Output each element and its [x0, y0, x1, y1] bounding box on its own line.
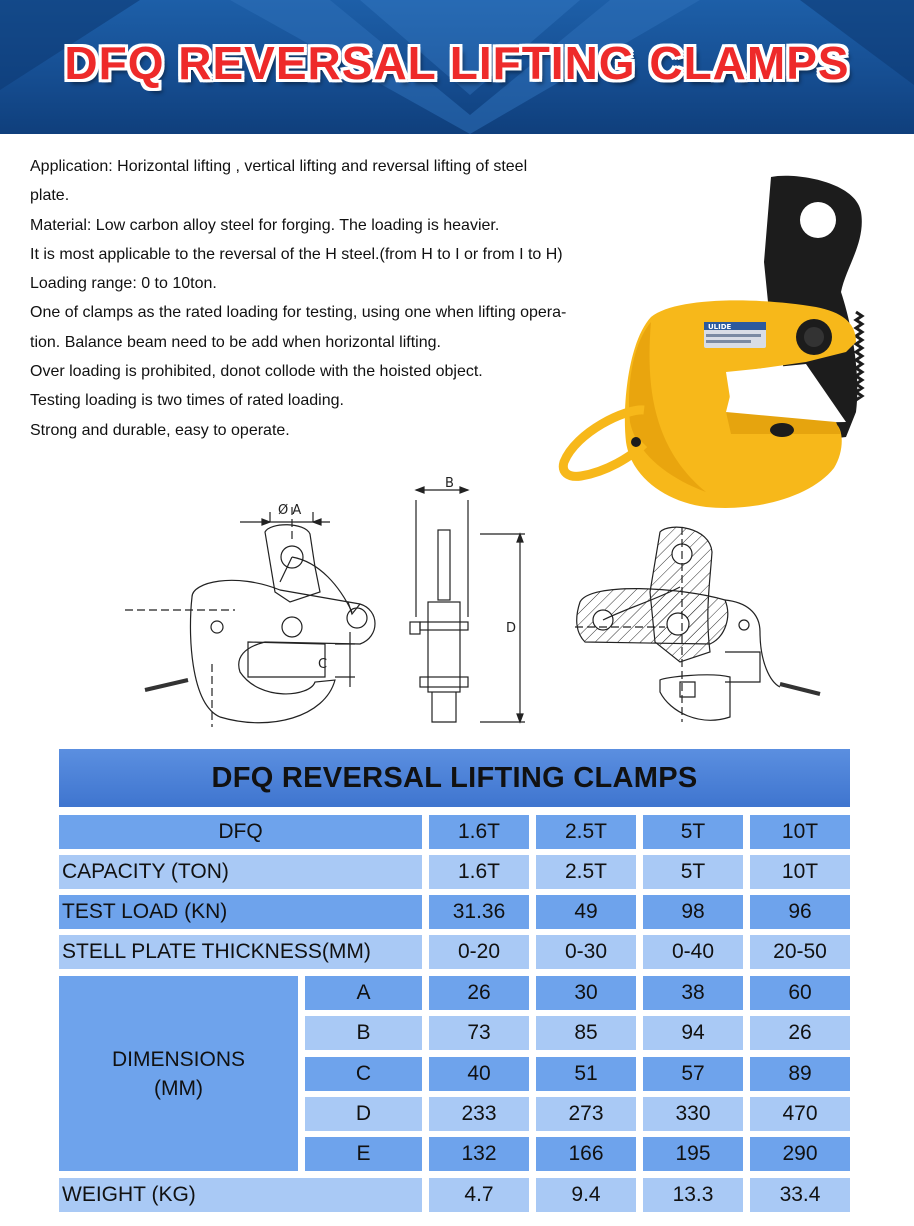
- dim-label-a: Ø A: [278, 503, 302, 518]
- description-line: tion. Balance beam need to be add when horizontal lifting.: [30, 333, 441, 351]
- table-cell: 31.36: [429, 895, 529, 929]
- table-cell: 290: [750, 1137, 850, 1171]
- table-cell: 26: [429, 976, 529, 1010]
- table-cell: 470: [750, 1097, 850, 1131]
- table-cell: 33.4: [750, 1178, 850, 1212]
- table-cell: 85: [536, 1016, 636, 1050]
- header-banner: [0, 0, 914, 134]
- section-view-drawing: [575, 527, 820, 722]
- table-cell: 51: [536, 1057, 636, 1091]
- row-label-thickness: STELL PLATE THICKNESS(MM): [59, 935, 422, 969]
- table-cell: 4.7: [429, 1178, 529, 1212]
- description-line: Application: Horizontal lifting , vertical lifting and reversal lifting of steel: [30, 158, 528, 175]
- row-label-test-load: TEST LOAD (KN): [59, 895, 422, 929]
- table-cell: 5T: [643, 855, 743, 889]
- description-line: plate.: [30, 187, 70, 205]
- table-header-label: DFQ: [59, 815, 422, 849]
- table-cell: 195: [643, 1137, 743, 1171]
- table-header-cell: 10T: [750, 815, 850, 849]
- table-header-cell: 5T: [643, 815, 743, 849]
- description-line: One of clamps as the rated loading for testing, using one when lifting opera-: [30, 304, 567, 322]
- dimensions-label-line: DIMENSIONS: [111, 1047, 245, 1071]
- technical-drawing: [120, 472, 830, 734]
- table-cell: 38: [643, 976, 743, 1010]
- description-line: It is most applicable to the reversal of the H steel.(from H to I or from I to H): [30, 245, 563, 263]
- table-cell: 89: [750, 1057, 850, 1091]
- table-cell: 26: [750, 1016, 850, 1050]
- table-cell: 330: [643, 1097, 743, 1131]
- dimension-key: E: [305, 1137, 422, 1171]
- table-cell: 73: [429, 1016, 529, 1050]
- dimension-key: B: [305, 1016, 422, 1050]
- table-cell: 49: [536, 895, 636, 929]
- table-cell: 30: [536, 976, 636, 1010]
- dimension-key: C: [305, 1057, 422, 1091]
- table-cell: 166: [536, 1137, 636, 1171]
- dim-label-b: B: [445, 476, 454, 491]
- front-view-drawing: [410, 476, 525, 722]
- description-line: Over loading is prohibited, donot collode with the hoisted object.: [30, 363, 483, 381]
- description-line: Material: Low carbon alloy steel for forging. The loading is heavier.: [30, 216, 500, 234]
- dim-label-d: D: [506, 621, 517, 636]
- table-cell: 233: [429, 1097, 529, 1131]
- dimension-key: D: [305, 1097, 422, 1131]
- dimensions-label-line: (MM): [154, 1076, 203, 1100]
- row-label-dimensions: [59, 976, 298, 1171]
- table-cell: 1.6T: [429, 855, 529, 889]
- banner-title: DFQ REVERSAL LIFTING CLAMPS: [64, 37, 850, 89]
- table-header-cell: 2.5T: [536, 815, 636, 849]
- lifting-clamp-product-image: [556, 172, 876, 517]
- table-cell: 132: [429, 1137, 529, 1171]
- product-description: [30, 152, 610, 445]
- table-cell: 57: [643, 1057, 743, 1091]
- table-cell: 60: [750, 976, 850, 1010]
- row-label-weight: WEIGHT (KG): [59, 1178, 422, 1212]
- description-line: Loading range: 0 to 10ton.: [30, 275, 217, 293]
- table-cell: 20-50: [750, 935, 850, 969]
- table-cell: 96: [750, 895, 850, 929]
- table-cell: 2.5T: [536, 855, 636, 889]
- clamp-label-text: ULIDE: [708, 323, 732, 331]
- description-line: Testing loading is two times of rated loading.: [30, 392, 344, 410]
- table-cell: 40: [429, 1057, 529, 1091]
- table-cell: 0-30: [536, 935, 636, 969]
- table-cell: 9.4: [536, 1178, 636, 1212]
- side-view-drawing: [125, 503, 375, 727]
- table-cell: 273: [536, 1097, 636, 1131]
- table-header-cell: 1.6T: [429, 815, 529, 849]
- table-cell: 94: [643, 1016, 743, 1050]
- table-cell: 98: [643, 895, 743, 929]
- table-cell: 10T: [750, 855, 850, 889]
- dimension-key: A: [305, 976, 422, 1010]
- row-label-capacity: CAPACITY (TON): [59, 855, 422, 889]
- table-cell: 0-40: [643, 935, 743, 969]
- description-line: Strong and durable, easy to operate.: [30, 421, 290, 439]
- dim-label-c: C: [318, 657, 328, 672]
- spec-table-title: DFQ REVERSAL LIFTING CLAMPS: [59, 749, 850, 807]
- table-cell: 13.3: [643, 1178, 743, 1212]
- table-cell: 0-20: [429, 935, 529, 969]
